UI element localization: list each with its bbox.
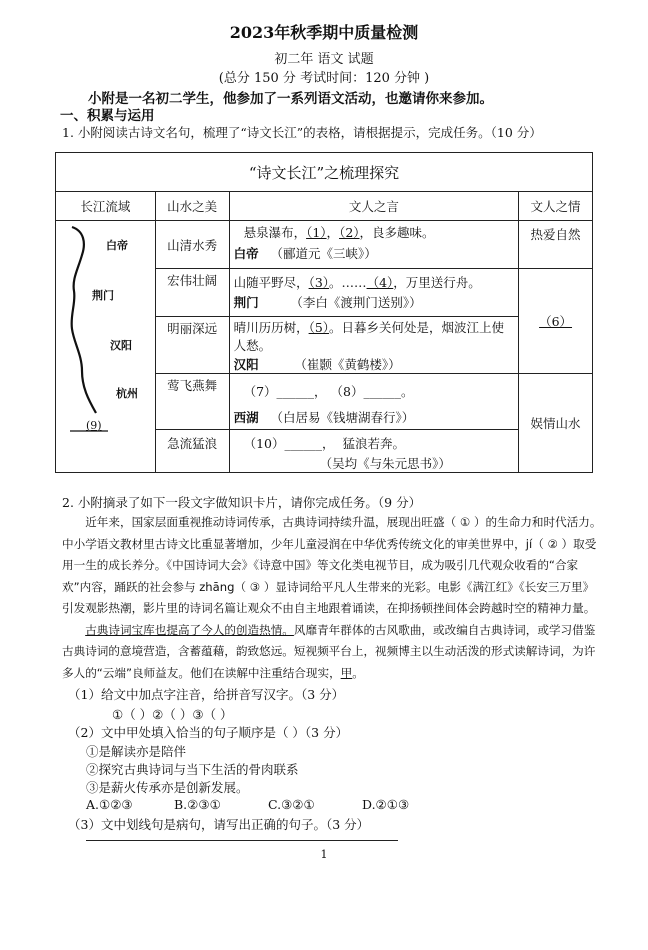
blank-2: （2） bbox=[339, 225, 360, 240]
quote-cell bbox=[229, 374, 519, 430]
choice-d[interactable]: D.②①③ bbox=[362, 797, 410, 812]
quote-text: 山随平野尽， bbox=[233, 275, 309, 290]
choice-a[interactable]: A.①②③ bbox=[86, 797, 133, 812]
sentence-option: ③是薪火传承亦是创新发展。 bbox=[86, 780, 249, 795]
quote-source: （李白《渡荆门送别》） bbox=[290, 295, 422, 310]
sub-question-3: （3）文中划线句是病句，请写出正确的句子。（3 分） bbox=[68, 817, 370, 832]
exam-meta: (总分 150 分 考试时间：120 分钟 ) bbox=[218, 71, 430, 86]
blank-3: （3） bbox=[308, 275, 330, 290]
question-2: 2. 小附摘录了如下一段文字做知识卡片，请你完成任务。（9 分） bbox=[62, 495, 422, 510]
exam-title: 2023年秋季期中质量检测 bbox=[229, 23, 419, 42]
quote-text: 悬泉瀑布， bbox=[243, 225, 307, 240]
quote-end: ，良多趣味。 bbox=[359, 225, 435, 240]
quote-text: （7） bbox=[243, 384, 277, 399]
place-name: 西湖 bbox=[233, 410, 259, 425]
blank-6: （6） bbox=[539, 314, 573, 329]
quote-source: （崔颢《黄鹤楼》） bbox=[294, 357, 401, 372]
beauty-cell: 明丽深远 bbox=[155, 317, 229, 374]
question-1: 1. 小附阅读古诗文名句，梳理了“诗文长江”的表格，请根据提示，完成任务。（10 分） bbox=[62, 125, 542, 140]
table-caption: “诗文长江”之梳理探究 bbox=[56, 153, 593, 192]
col-header: 长江流域 bbox=[56, 192, 156, 221]
feeling-cell bbox=[519, 269, 593, 374]
quote-sep: ， bbox=[321, 436, 335, 451]
feeling-cell: 热爱自然 bbox=[519, 221, 593, 269]
map-label: 白帝 bbox=[106, 239, 128, 252]
quote-end: 。日暮乡关何处是，烟波江上使人愁。 bbox=[233, 320, 505, 353]
map-label: 杭州 bbox=[116, 387, 138, 400]
choice-b[interactable]: B.②③① bbox=[174, 797, 221, 812]
quote-cell bbox=[229, 317, 519, 374]
quote-sep: ， bbox=[326, 225, 340, 240]
place-name: 汉阳 bbox=[233, 357, 259, 372]
page-number: 1 bbox=[320, 848, 328, 861]
place-name: 荆门 bbox=[233, 295, 259, 310]
quote-text: 晴川历历树， bbox=[233, 320, 309, 335]
intro-text: 小附是一名初二学生，他参加了一系列语文活动，也邀请你来参加。 bbox=[88, 91, 493, 107]
passage-paragraph-1: 近年来，国家层面重视推动诗词传承，古典诗词持续升温，展现出旺盛（ ① ）的生命力和时代活力。中小学语文教材里古诗文比重显著增加，少年儿童浸润在中华优秀传统文化的审美世界中，jí（ ② ）取受用一生的成长养分。《中国诗词大会》《诗意中国》等文化类电视节目，成为吸引几代观众收看的“合家欢”内容，踊跃的社会参与 zhāng（ ③ ）显诗词给平凡人生带来的光彩。电影《满江红》《长安三万里》引发观影热潮，影片里的诗词名篇让观众不由自主地跟着诵读，在抑扬顿挫间体会跨越时空的精神力量。 bbox=[62, 515, 602, 615]
beauty-cell: 宏伟壮阔 bbox=[155, 269, 229, 317]
blank-10: ______ bbox=[284, 436, 322, 451]
feeling-cell: 娱情山水 bbox=[519, 374, 593, 473]
sub-question-1: （1）给文中加点字注音，给拼音写汉字。（3 分） bbox=[68, 687, 345, 702]
knowledge-card bbox=[62, 512, 602, 684]
quote-sep: ， bbox=[314, 384, 327, 399]
beauty-cell: 急流猛浪 bbox=[155, 430, 229, 473]
quote-source: （白居易《钱塘湖春行》） bbox=[270, 410, 415, 425]
yangtze-river-sketch bbox=[56, 221, 156, 467]
answer-line[interactable] bbox=[86, 840, 398, 841]
quote-source: （郦道元《三峡》） bbox=[270, 246, 377, 261]
underlined-sentence: 古典诗词宝库也提高了今人的创造热情。 bbox=[85, 622, 294, 637]
passage-paragraph-2 bbox=[62, 620, 602, 685]
blank-jia: 甲 bbox=[340, 665, 353, 680]
sentence-option: ①是解读亦是陪伴 bbox=[86, 744, 187, 759]
passage-text: 风靡青年群体的古风歌曲，或改编自古典诗词，或学习借鉴古典诗词的意境营造，含蓄蕴藉，韵致悠远。短视频平台上，视频博主以生动活泼的形式读解诗词，为许多人的“云端”良师益友。他们在读解中注重结合现实， bbox=[62, 622, 596, 680]
blank-5: （5） bbox=[308, 320, 330, 335]
quote-cell bbox=[229, 221, 519, 269]
quote-cell bbox=[229, 430, 519, 473]
map-label-blank: (9) bbox=[86, 419, 102, 432]
beauty-cell: 山清水秀 bbox=[155, 221, 229, 269]
phonetic-blanks: ①（ ）②（ ）③（ ） bbox=[112, 707, 233, 722]
quote-end: ，万里送行舟。 bbox=[393, 275, 481, 290]
quote-end: 猛浪若奔。 bbox=[342, 436, 405, 451]
passage-end: 。 bbox=[352, 665, 364, 680]
quote-source: （吴均《与朱元思书》） bbox=[319, 456, 451, 471]
quote-sep: 。…… bbox=[329, 275, 367, 290]
map-label: 荆门 bbox=[92, 289, 114, 302]
quote-cell bbox=[229, 269, 519, 317]
section-heading: 一、积累与运用 bbox=[60, 108, 155, 124]
col-header: 文人之情 bbox=[519, 192, 593, 221]
river-map-cell bbox=[56, 221, 156, 473]
col-header: 文人之言 bbox=[229, 192, 519, 221]
choice-c[interactable]: C.③②① bbox=[268, 797, 315, 812]
map-label: 汉阳 bbox=[110, 339, 132, 352]
poetry-table bbox=[55, 152, 593, 473]
blank-1: （1） bbox=[306, 225, 327, 240]
blank-4: （4） bbox=[366, 275, 394, 290]
beauty-cell: 莺飞燕舞 bbox=[155, 374, 229, 430]
sub-question-2: （2）文中甲处填入恰当的句子顺序是（ ）（3 分） bbox=[68, 725, 349, 740]
col-header: 山水之美 bbox=[155, 192, 229, 221]
sentence-option: ②探究古典诗词与当下生活的骨肉联系 bbox=[86, 762, 299, 777]
quote-text: （10） bbox=[243, 436, 285, 451]
place-name: 白帝 bbox=[233, 246, 259, 261]
blank-8: （8）______ bbox=[330, 384, 401, 399]
exam-subtitle: 初二年 语文 试题 bbox=[274, 52, 374, 67]
blank-7: ______ bbox=[276, 384, 315, 399]
quote-end: 。 bbox=[400, 384, 414, 399]
